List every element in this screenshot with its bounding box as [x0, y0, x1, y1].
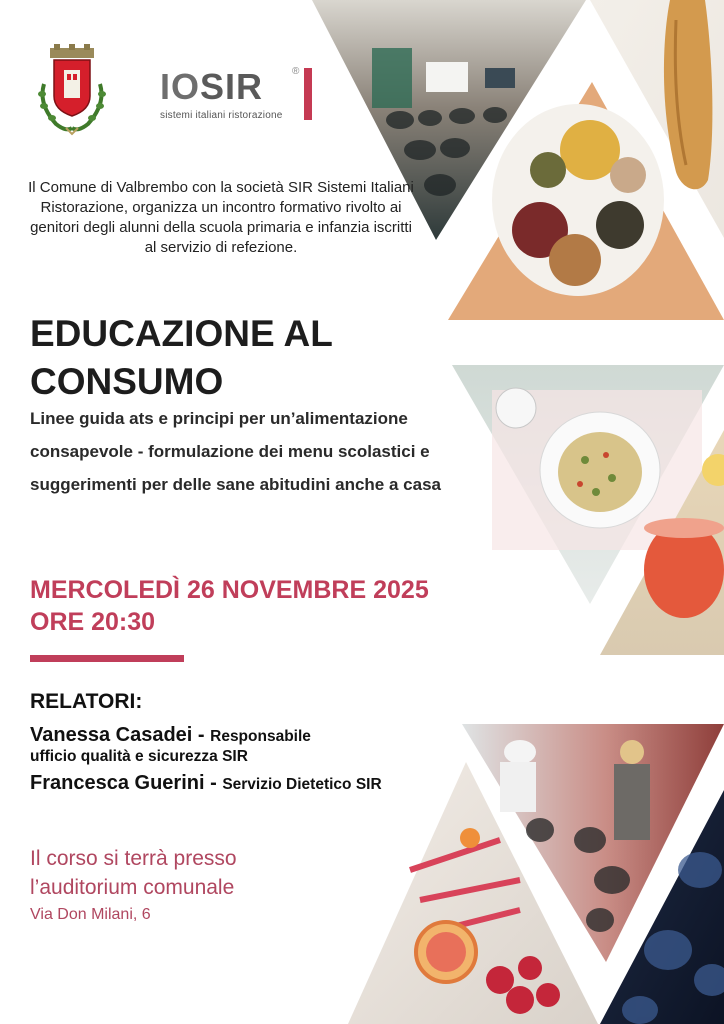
venue-line-1: Il corso si terrà presso	[30, 847, 237, 870]
sir-logo-wordmark	[160, 66, 263, 108]
municipality-crest-icon	[32, 44, 112, 140]
event-subtitle: Linee guida ats e principi per un’alimentazione consapevole - formulazione dei menu scolastici e suggerimenti per delle sane abitudini anche a casa	[30, 409, 441, 494]
logo-accent-bar	[304, 68, 312, 120]
logo-io-mark: IO	[160, 66, 201, 107]
event-datetime	[30, 574, 490, 638]
speaker-2-role: Servizio Dietetico SIR	[222, 776, 382, 793]
venue-address: Via Don Milani, 6	[30, 906, 151, 923]
speaker-2-name: Francesca Guerini	[30, 772, 205, 794]
event-date: MERCOLEDÌ 26 NOVEMBRE 2025	[30, 576, 429, 604]
speaker-1-role: Responsabile	[210, 728, 311, 745]
venue-line-2: l’auditorium comunale	[30, 876, 235, 899]
speakers-heading: RELATORI:	[30, 690, 143, 713]
venue-text	[30, 844, 237, 902]
event-time: ORE 20:30	[30, 608, 156, 636]
intro-text: Il Comune di Valbrembo con la società SIR Sistemi Italiani Ristorazione, organizza un incontro formativo rivolto ai genitori degli alunni della scuola primaria e infanzia iscritti al servizio di refezione.	[28, 179, 414, 256]
event-title	[30, 310, 450, 406]
speaker-1	[30, 724, 311, 747]
logo-tagline: sistemi italiani ristorazione	[160, 110, 283, 121]
registered-mark: ®	[292, 66, 300, 77]
title-line-2: CONSUMO	[30, 361, 224, 402]
sir-logo	[160, 66, 316, 122]
speaker-1-name: Vanessa Casadei	[30, 724, 193, 746]
title-line-1: EDUCAZIONE AL	[30, 313, 333, 354]
speaker-2-sep: -	[204, 772, 223, 794]
speaker-2	[30, 772, 382, 795]
logo-brand: SIR	[200, 66, 264, 107]
speaker-1-role-cont: ufficio qualità e sicurezza SIR	[30, 748, 248, 765]
accent-divider	[30, 655, 184, 662]
speaker-1-sep: -	[192, 724, 211, 746]
